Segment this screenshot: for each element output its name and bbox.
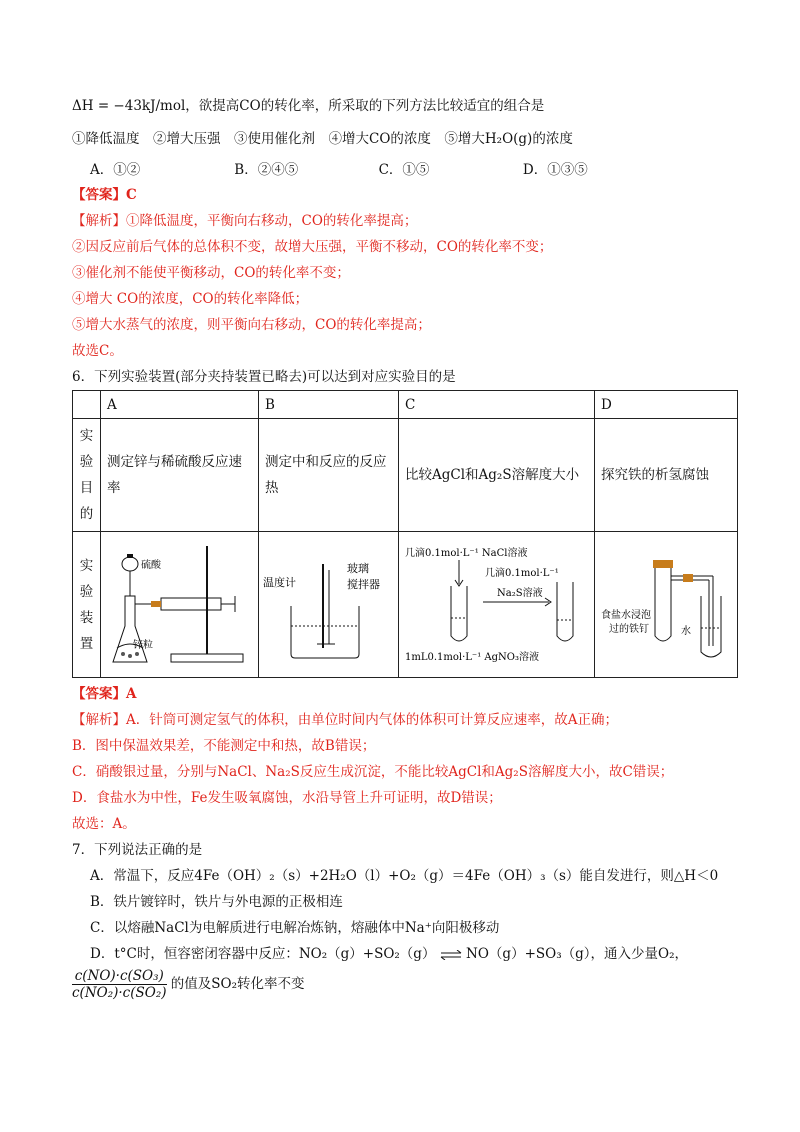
apparatus-c xyxy=(399,532,595,678)
purpose-b: 测定中和反应的反应热 xyxy=(259,419,399,532)
label-glass: 玻璃 xyxy=(347,561,369,575)
q5-analysis-5: 故选C。 xyxy=(72,343,123,359)
purpose-c: 比较AgCl和Ag₂S溶解度大小 xyxy=(399,419,595,532)
option-d: D．①③⑤ xyxy=(522,162,588,178)
label-water: 水 xyxy=(681,625,691,637)
label-nail-2: 过的铁钉 xyxy=(609,623,649,635)
purpose-d: 探究铁的析氢腐蚀 xyxy=(595,419,738,532)
apparatus-a xyxy=(101,532,259,678)
q7-option-a: A．常温下，反应4Fe（OH）₂（s）+2H₂O（l）+O₂（g）＝4Fe（OH）₃（s）能自发进行，则△H＜0 xyxy=(90,868,719,884)
equilibrium-arrow-icon xyxy=(440,950,462,960)
label-thermometer: 温度计 xyxy=(263,575,296,589)
q7-stem: 7．下列说法正确的是 xyxy=(72,842,203,858)
flask-syringe-figure xyxy=(103,536,253,670)
option-a: A．①② xyxy=(90,162,141,178)
intro-line1: ΔH = −43kJ/mol，欲提高CO的转化率，所采取的下列方法比较适宜的组合是 xyxy=(72,98,545,114)
q6-analysis-0: 【解析】A．针筒可测定氢气的体积，由单位时间内气体的体积可计算反应速率，故A正确； xyxy=(72,712,618,728)
header-d: D xyxy=(595,391,738,419)
q6-answer: 【答案】A xyxy=(72,686,137,702)
label-nail-1: 食盐水浸泡 xyxy=(601,609,651,621)
q5-answer: 【答案】C xyxy=(72,187,137,203)
header-b: B xyxy=(259,391,399,419)
table-corner xyxy=(73,391,101,419)
q6-analysis-2: C．硝酸银过量，分别与NaCl、Na₂S反应生成沉淀，不能比较AgCl和Ag₂S溶解度大小，故C错误； xyxy=(72,764,674,780)
intro-line2: ①降低温度 ②增大压强 ③使用催化剂 ④增大CO的浓度 ⑤增大H₂O(g)的浓度 xyxy=(72,131,573,147)
label-agno3: 1mL0.1mol·L⁻¹ AgNO₃溶液 xyxy=(405,651,539,663)
q5-analysis-2: ③催化剂不能使平衡移动，CO的转化率不变； xyxy=(72,265,350,281)
label-stirrer: 搅拌器 xyxy=(347,577,380,591)
q5-analysis-4: ⑤增大水蒸气的浓度，则平衡向右移动，CO的转化率提高； xyxy=(72,317,431,333)
beaker-figure xyxy=(261,536,397,670)
q7-option-c: C．以熔融NaCl为电解质进行电解冶炼钠，熔融体中Na⁺向阳极移动 xyxy=(90,920,500,936)
q7-option-b: B．铁片镀锌时，铁片与外电源的正极相连 xyxy=(90,894,343,910)
label-na2s: Na₂S溶液 xyxy=(497,587,543,599)
q7-option-d: D．t°C时，恒容密闭容器中反应：NO₂（g）+SO₂（g） NO（g）+SO₃（g），通入少量O₂， xyxy=(90,946,688,962)
header-a: A xyxy=(101,391,259,419)
q7-fraction-line: $\frac{\text{c(NO)·c(SO₃)}}{\text{c(NO₂)·c(SO₂)}}$ 的值及SO₂转化率不变 xyxy=(72,968,305,1001)
q5-analysis-3: ④增大 CO的浓度，CO的转化率降低； xyxy=(72,291,309,307)
row-label-apparatus: 实 验 装 置 xyxy=(73,532,101,678)
fraction: $\frac{\text{c(NO)·c(SO₃)}}{\text{c(NO₂)·c(SO₂)}}$ xyxy=(72,968,167,1001)
q6-analysis-3: D．食盐水为中性，Fe发生吸氧腐蚀，水沿导管上升可证明，故D错误； xyxy=(72,790,502,806)
label-drops: 几滴0.1mol·L⁻¹ xyxy=(485,567,559,579)
q6-stem: 6．下列实验装置(部分夹持装置已略去)可以达到对应实验目的是 xyxy=(72,369,456,385)
label-nacl: 几滴0.1mol·L⁻¹ NaCl溶液 xyxy=(405,547,528,559)
q5-analysis-1: ②因反应前后气体的总体积不变，故增大压强，平衡不移动，CO的转化率不变； xyxy=(72,239,553,255)
option-c: C．①⑤ xyxy=(378,162,430,178)
corrosion-figure xyxy=(597,536,734,670)
test-tube-figure xyxy=(401,536,591,670)
q6-analysis-4: 故选：A。 xyxy=(72,816,136,832)
label-zinc: 锌粒 xyxy=(133,639,153,651)
experiment-table xyxy=(72,390,738,678)
apparatus-b xyxy=(259,532,399,678)
option-b: B．②④⑤ xyxy=(234,162,299,178)
apparatus-d xyxy=(595,532,738,678)
q5-analysis-0: 【解析】①降低温度，平衡向右移动，CO的转化率提高； xyxy=(72,213,418,229)
purpose-a: 测定锌与稀硫酸反应速率 xyxy=(101,419,259,532)
intro-options xyxy=(90,158,588,178)
header-c: C xyxy=(399,391,595,419)
row-label-purpose: 实 验 目 的 xyxy=(73,419,101,532)
q6-analysis-1: B．图中保温效果差，不能测定中和热，故B错误； xyxy=(72,738,376,754)
label-acid: 硫酸 xyxy=(141,559,161,571)
